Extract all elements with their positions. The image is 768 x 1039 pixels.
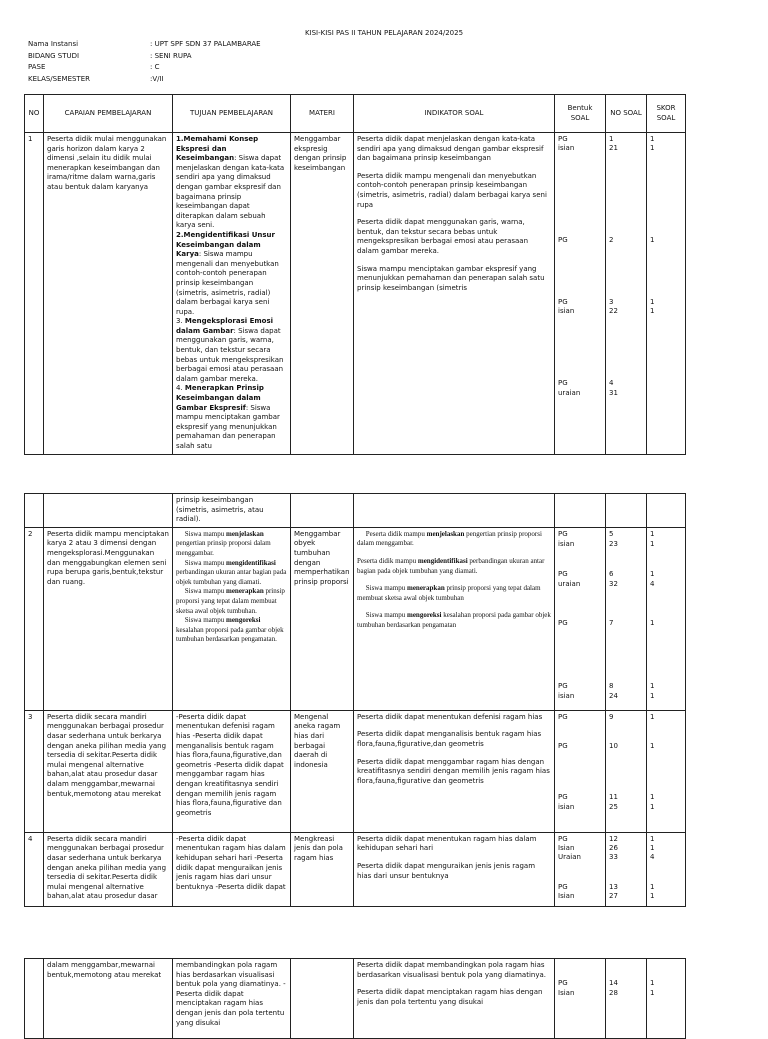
tujuan-item: Siswa mampu menjelaskan pengertian prinsip proporsi dalam menggambar. bbox=[176, 529, 271, 557]
bentuk-cell: PG Isian bbox=[555, 959, 606, 1039]
materi-cell: Menggambar obyek tumbuhan dengan memperhatikan prinsip proporsi bbox=[291, 527, 354, 710]
indikator-item: Peserta didik dapat menentukan defenisi ragam hias bbox=[357, 712, 543, 721]
document-title: KISI-KISI PAS II TAHUN PELAJARAN 2024/2025 bbox=[304, 29, 464, 37]
info-row-kelas bbox=[28, 75, 428, 85]
empty-cell bbox=[291, 959, 354, 1039]
bentuk-cell: PG isian PG PG isian PG uraian bbox=[555, 133, 606, 455]
indikator-item: Peserta didik dapat menentukan ragam hias dalam kehidupan sehari hari bbox=[357, 834, 537, 853]
indikator-item: Peserta didik mampu mengenali dan menyebutkan contoh-contoh penerapan prinsip keseimbangan (simetris, asimetris, radial) dalam berbagai karya seni rupa bbox=[357, 171, 547, 209]
info-label: BIDANG STUDI bbox=[28, 52, 80, 60]
skor-cell: 1 1 bbox=[647, 959, 686, 1039]
info-value: : C bbox=[150, 63, 160, 71]
row-number: 3 bbox=[25, 710, 44, 832]
indikator-item: Siswa mampu menciptakan gambar ekspresif yang menunjukkan pemahaman dan penerapan salah satu prinsip keseimbangan (simetris bbox=[357, 264, 545, 292]
bentuk-cell: PG Isian Uraian PG Isian bbox=[555, 832, 606, 906]
tujuan-cell: -Peserta didik dapat menentukan ragam hias dalam kehidupan sehari hari -Peserta didik dapat menguraikan jenis jenis ragam hias dari unsur bentuknya -Peserta didik dapat bbox=[173, 832, 291, 906]
tujuan-cell bbox=[173, 527, 291, 710]
tujuan-continued: prinsip keseimbangan (simetris, asimetris, atau radial). bbox=[173, 494, 291, 528]
indikator-cell bbox=[354, 959, 555, 1039]
no-soal-cell: 5 23 6 32 7 8 24 bbox=[606, 527, 647, 710]
no-soal-cell: 14 28 bbox=[606, 959, 647, 1039]
empty-cell bbox=[647, 494, 686, 528]
tujuan-item: 3. Mengeksplorasi Emosi dalam Gambar: Siswa dapat menggunakan garis, warna, bentuk, dan tekstur secara bebas untuk mengekspresikan berbagai emosi atau perasaan dalam gambar mereka. bbox=[176, 317, 284, 383]
no-soal-cell: 9 10 11 25 bbox=[606, 710, 647, 832]
tujuan-cell: -Peserta didik dapat menentukan defenisi ragam hias -Peserta didik dapat menganalisis bentuk ragam hias flora,fauna,figurative,dan geometris -Peserta didik dapat menggambar ragam hias dengan kreatifitasnya sendiri dengan memilih jenis ragam hias flora,fauna,figurative dan geometris bbox=[173, 710, 291, 832]
capaian-cell: Peserta didik mampu menciptakan karya 2 atau 3 dimensi dengan mengeksplorasi.Menggunakan dan menggabungkan elemen seni rupa berupa garis,bentuk,tekstur dan ruang. bbox=[44, 527, 173, 710]
empty-cell bbox=[25, 959, 44, 1039]
indikator-cell bbox=[354, 133, 555, 455]
skor-cell: 1 1 1 1 bbox=[647, 710, 686, 832]
info-label: PASE bbox=[28, 63, 46, 71]
skor-cell: 1 1 4 1 1 bbox=[647, 832, 686, 906]
info-row-bidang bbox=[28, 52, 428, 62]
skor-cell: 1 1 1 1 1 bbox=[647, 133, 686, 455]
indikator-item: Peserta didik dapat menjelaskan dengan kata-kata sendiri apa yang dimaksud dengan gambar ekspresif dan bagaimana prinsip keseimbangan bbox=[357, 135, 544, 163]
row-number: 2 bbox=[25, 527, 44, 710]
bentuk-cell: PG isian PG uraian PG PG isian bbox=[555, 527, 606, 710]
table-row bbox=[25, 527, 686, 710]
empty-cell bbox=[606, 494, 647, 528]
indikator-item: Peserta didik dapat membandingkan pola ragam hias berdasarkan visualisasi bentuk pola yang diamatinya. bbox=[357, 961, 546, 979]
capaian-cell: Peserta didik mulai menggunakan garis horizon dalam karya 2 dimensi ,selain itu didik mulai menerapkan keseimbangan dan irama/ritme dalam warna,garis atau bentuk dalam karyanya bbox=[44, 133, 173, 455]
indikator-item: Peserta didik dapat menciptakan ragam hias dengan jenis dan pola tertentu yang disukai bbox=[357, 988, 543, 1006]
skor-cell: 1 1 1 4 1 1 1 bbox=[647, 527, 686, 710]
no-soal-cell: 1 21 2 3 22 4 31 bbox=[606, 133, 647, 455]
table-row bbox=[25, 710, 686, 832]
capaian-cell: Peserta didik secara mandiri menggunakan berbagai prosedur dasar sederhana untuk berkarya dengan aneka pilihan media yang tersedia di sekitar.Peserta didik mulai mengenal alternative bahan,alat atau prosedur dasar dalam menggambar,mewarnai bentuk,memotong atau merekat bbox=[44, 710, 173, 832]
empty-cell bbox=[25, 494, 44, 528]
indikator-item: Peserta didik mampu menjelaskan pengertian prinsip proporsi dalam menggambar. bbox=[357, 529, 542, 548]
row-number: 4 bbox=[25, 832, 44, 906]
row-number: 1 bbox=[25, 133, 44, 455]
indikator-cell bbox=[354, 832, 555, 906]
tujuan-item: Siswa mampu menerapkan prinsip proporsi yang tepat dalam membuat sketsa awal objek tumbuhan. bbox=[176, 587, 285, 615]
header-no-soal: NO SOAL bbox=[606, 95, 647, 133]
kisi-table-page-3 bbox=[24, 958, 686, 1039]
capaian-continued: dalam menggambar,mewarnai bentuk,memotong atau merekat bbox=[44, 959, 173, 1039]
tujuan-item: 2.Mengidentifikasi Unsur Keseimbangan dalam Karya: Siswa mampu mengenali dan menyebutkan contoh-contoh penerapan prinsip keseimbangan (simetris, asimetris, radial) dalam berbagai karya seni rupa. bbox=[176, 230, 279, 316]
capaian-cell: Peserta didik secara mandiri menggunakan berbagai prosedur dasar sederhana untuk berkarya dengan aneka pilihan media yang tersedia di sekitar.Peserta didik mulai mengenal alternative bahan,alat atau prosedur dasar bbox=[44, 832, 173, 906]
indikator-item: Peserta didik dapat menggambar ragam hias dengan kreatifitasnya sendiri dengan memilih jenis ragam hias flora,fauna,figurative dan geometris bbox=[357, 757, 550, 785]
info-label: KELAS/SEMESTER bbox=[28, 75, 90, 83]
materi-cell: Mengkreasi jenis dan pola ragam hias bbox=[291, 832, 354, 906]
header-materi: MATERI bbox=[291, 95, 354, 133]
indikator-item: Peserta didik dapat menggunakan garis, warna, bentuk, dan tekstur secara bebas untuk mengekspresikan berbagai emosi atau perasaan dalam gambar mereka. bbox=[357, 218, 529, 255]
empty-cell bbox=[291, 494, 354, 528]
kisi-table-page-2 bbox=[24, 493, 686, 907]
header-skor: SKOR SOAL bbox=[647, 95, 686, 133]
info-label: Nama Instansi bbox=[28, 40, 79, 48]
empty-cell bbox=[354, 494, 555, 528]
info-row-instansi bbox=[28, 40, 428, 50]
empty-cell bbox=[44, 494, 173, 528]
indikator-item: Peserta didik dapat menganalisis bentuk ragam hias flora,fauna,figurative,dan geometris bbox=[357, 730, 542, 748]
tujuan-cell bbox=[173, 133, 291, 455]
materi-cell: Menggambar ekspresig dengan prinsip keseimbangan bbox=[291, 133, 354, 455]
table-row-continued bbox=[25, 959, 686, 1039]
info-row-pase bbox=[28, 63, 428, 73]
indikator-cell bbox=[354, 527, 555, 710]
indikator-item: Peserta didik dapat menguraikan jenis jenis ragam hias dari unsur bentuknya bbox=[357, 861, 536, 880]
tujuan-item: Siswa mampu mengidentifikasi perbandingan ukuran antar bagian pada objek tumbuhan yang diamati. bbox=[176, 558, 287, 586]
bentuk-cell: PG PG PG isian bbox=[555, 710, 606, 832]
tujuan-item: 4. Menerapkan Prinsip Keseimbangan dalam Gambar Ekspresif: Siswa mampu menciptakan gambar ekspresif yang menunjukkan pemahaman dan penerapan salah satu bbox=[176, 384, 280, 450]
no-soal-cell: 12 26 33 13 27 bbox=[606, 832, 647, 906]
tujuan-item: 1.Memahami Konsep Ekspresi dan Keseimbangan: Siswa dapat menjelaskan dengan kata-kata sendiri apa yang dimaksud dengan gambar ekspresif dan bagaimana prinsip keseimbangan dapat diterapkan dalam sebuah karya seni. bbox=[176, 135, 285, 230]
info-value: : UPT SPF SDN 37 PALAMBARAE bbox=[150, 40, 261, 48]
tujuan-item: Siswa mampu mengoreksi kesalahan proporsi pada gambar objek tumbuhan berdasarkan pengamatan. bbox=[176, 616, 284, 644]
materi-cell: Mengenal aneka ragam hias dari berbagai daerah di indonesia bbox=[291, 710, 354, 832]
header-no: NO bbox=[25, 95, 44, 133]
empty-cell bbox=[555, 494, 606, 528]
tujuan-continued: membandingkan pola ragam hias berdasarkan visualisasi bentuk pola yang diamatinya. -Peserta didik dapat menciptakan ragam hias dengan jenis dan pola tertentu yang disukai bbox=[173, 959, 291, 1039]
table-row-continued bbox=[25, 494, 686, 528]
indikator-item: Peserta didik mampu mengidentifikasi perbandingan ukuran antar bagian pada objek tumbuhan yang diamati. bbox=[357, 556, 545, 575]
info-value: : SENI RUPA bbox=[150, 52, 192, 60]
header-bentuk: Bentuk SOAL bbox=[555, 95, 606, 133]
indikator-item: Siswa mampu mengoreksi kesalahan proporsi pada gambar objek tumbuhan berdasarkan pengamatan bbox=[357, 611, 551, 629]
kisi-table-page-1 bbox=[24, 94, 686, 455]
header-capaian: CAPAIAN PEMBELAJARAN bbox=[44, 95, 173, 133]
info-value: :V/II bbox=[150, 75, 164, 83]
table-row bbox=[25, 133, 686, 455]
indikator-item: Siswa mampu menerapkan prinsip proporsi yang tepat dalam membuat sketsa awal objek tumbuhan bbox=[357, 584, 541, 602]
header-indikator: INDIKATOR SOAL bbox=[354, 95, 555, 133]
header-tujuan: TUJUAN PEMBELAJARAN bbox=[173, 95, 291, 133]
table-row bbox=[25, 832, 686, 906]
indikator-cell bbox=[354, 710, 555, 832]
table-header-row bbox=[25, 95, 686, 133]
